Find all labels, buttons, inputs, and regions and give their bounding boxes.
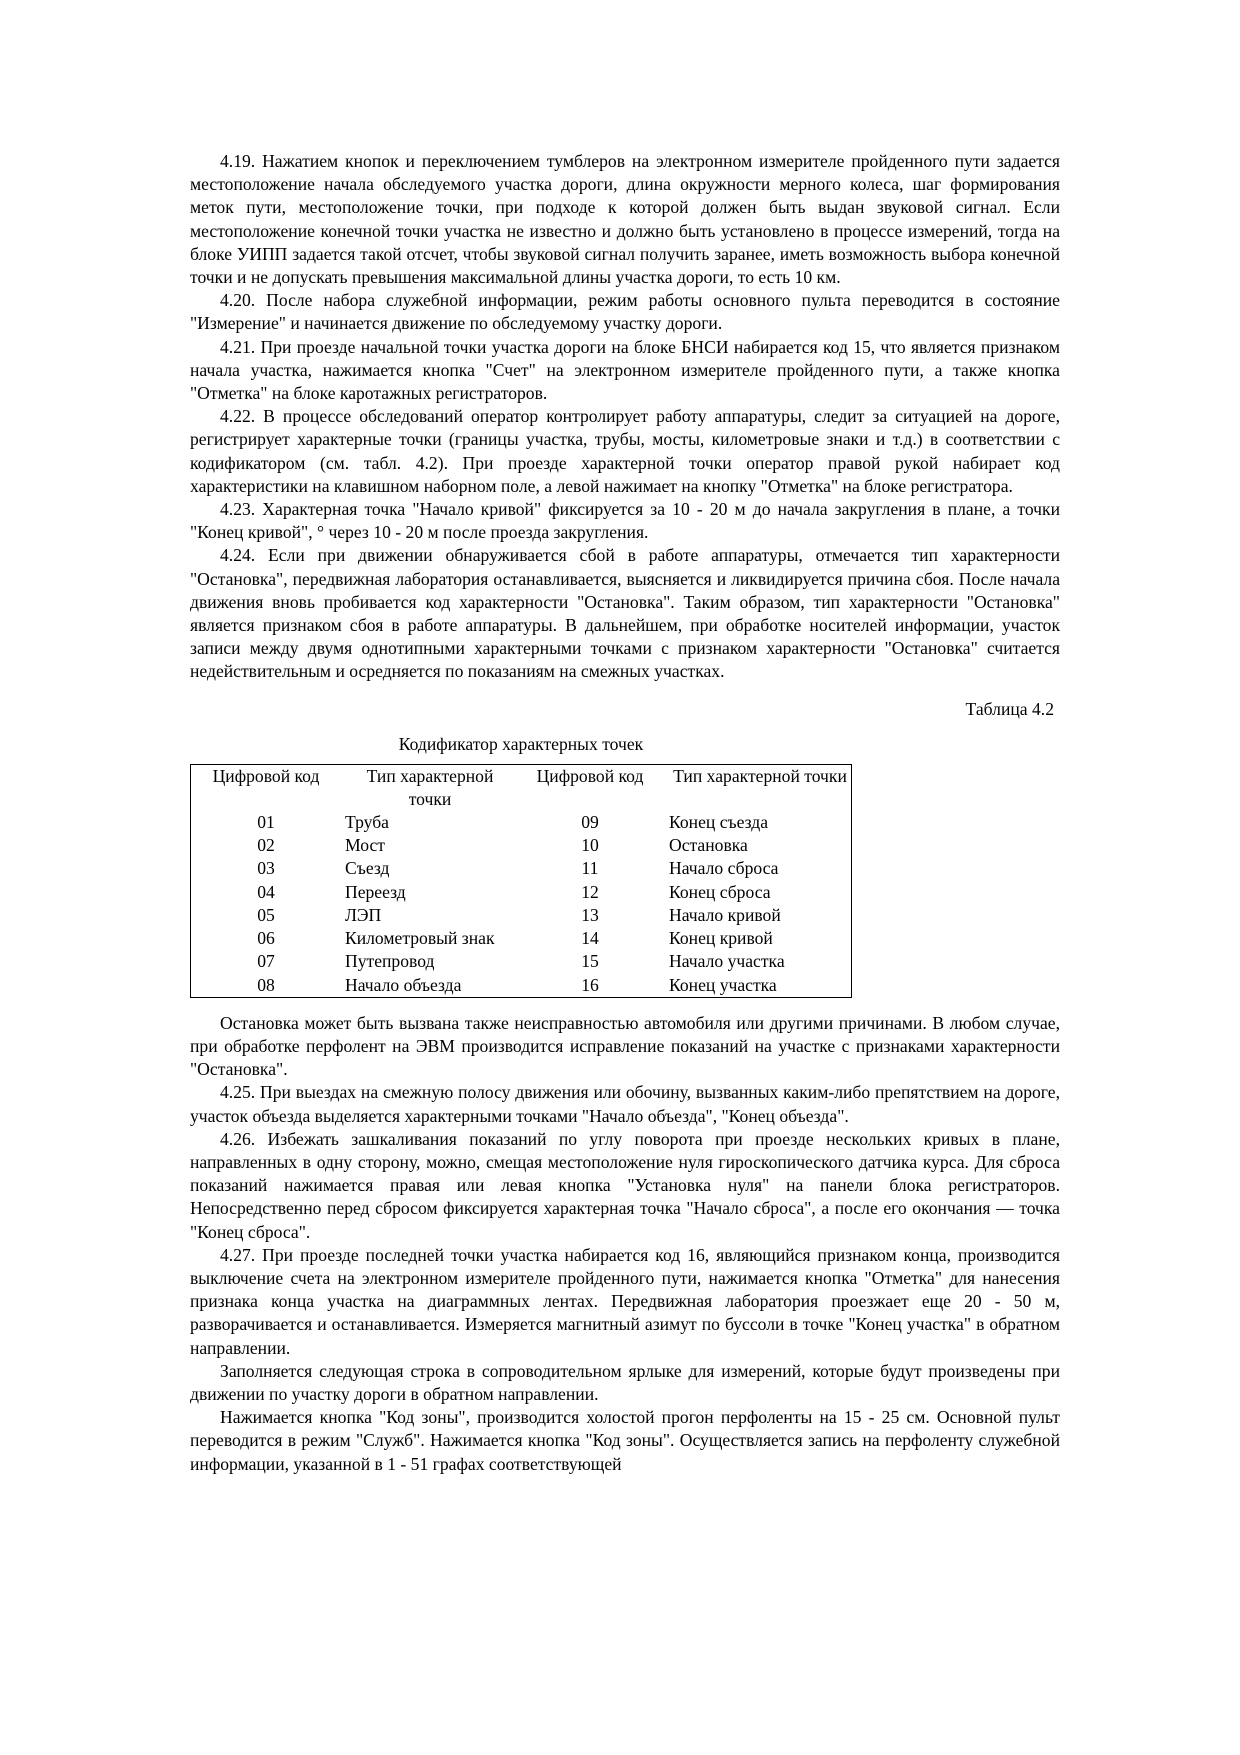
code-cell: 12 xyxy=(581,881,599,902)
paragraph-4-25: 4.25. При выездах на смежную полосу движения или обочину, вызванных каким-либо препятствием на дороге, участок объезда выделяется характерными точками "Начало объезда", "Конец объезда". xyxy=(190,1082,1060,1126)
paragraph-label-fill: Заполняется следующая строка в сопроводительном ярлыке для измерений, которые будут произведены при движении по участку дороги в обратном направлении. xyxy=(190,1360,1060,1404)
code-cell: 08 xyxy=(257,974,275,995)
type-cell: Мост xyxy=(345,835,385,856)
paragraph-stop-note: Остановка может быть вызвана также неисправностью автомобиля или другими причинами. В любом случае, при обработке перфолент на ЭВМ производится исправление показаний на участке с признаками характерности "Остановка". xyxy=(190,1012,1060,1080)
paragraphs-after xyxy=(190,1012,1060,1476)
type-cell: Начало участка xyxy=(669,951,785,972)
type-cell: Километровый знак xyxy=(345,928,495,949)
header-type-2: Тип характерной точки xyxy=(673,765,847,786)
paragraph-4-22: 4.22. В процессе обследований оператор контролирует работу аппаратуры, следит за ситуацией на дороге, регистрирует характерные точки (границы участка, трубы, мосты, километровые знаки и т.д.) в соответствии с кодификатором (см. табл. 4.2). При проезде характерной точки оператор правой рукой набирает код характеристики на клавишном наборном поле, а левой нажимает на кнопку "Отметка" на блоке регистратора. xyxy=(190,406,1060,496)
paragraph-4-24: 4.24. Если при движении обнаруживается сбой в работе аппаратуры, отмечается тип характерности "Остановка", передвижная лаборатория останавливается, выясняется и ликвидируется причина сбоя. После начала движения вновь пробивается код характерности "Остановка". Таким образом, тип характерности "Остановка" является признаком сбоя в работе аппаратуры. В дальнейшем, при обработке носителей информации, участок записи между двумя однотипными характерными точками с признаком характерности "Остановка" считается недействительным и осредняется по показаниям на смежных участках. xyxy=(190,545,1060,682)
paragraphs-before xyxy=(190,150,1060,684)
codifier-table xyxy=(190,764,852,998)
code-cell: 14 xyxy=(581,928,599,949)
type-cell: Путепровод xyxy=(345,951,435,972)
table-row xyxy=(191,881,852,904)
code-cell: 05 xyxy=(257,904,275,925)
paragraph-4-19: 4.19. Нажатием кнопок и переключением тумблеров на электронном измерителе пройденного пути задается местоположение начала обследуемого участка дороги, длина окружности мерного колеса, шаг формирования меток пути, местоположение точки, при подходе к которой должен быть выдан звуковой сигнал. Если местоположение конечной точки участка не известно и должно быть установлено в процессе измерений, тогда на блоке УИПП задается такой отсчет, чтобы звуковой сигнал получить заранее, иметь возможность выбора конечной точки и не допускать превышения максимальной длины участка дороги, то есть 10 км. xyxy=(190,151,1060,288)
code-cell: 07 xyxy=(257,951,275,972)
code-cell: 13 xyxy=(581,904,599,925)
table-row xyxy=(191,974,852,998)
type-cell: Переезд xyxy=(345,881,406,902)
type-cell: Конец участка xyxy=(669,974,777,995)
code-cell: 15 xyxy=(581,951,599,972)
table-row xyxy=(191,950,852,973)
table-row xyxy=(191,834,852,857)
header-code-2: Цифровой код xyxy=(536,765,644,786)
paragraph-4-23: 4.23. Характерная точка "Начало кривой" фиксируется за 10 - 20 м до начала закругления в плане, а точки "Конец кривой", ° через 10 - 20 м после проезда закругления. xyxy=(190,499,1060,543)
type-cell: Начало кривой xyxy=(669,904,781,925)
code-cell: 09 xyxy=(581,812,599,833)
table-header-row xyxy=(191,764,852,811)
table-number: Таблица 4.2 xyxy=(965,698,1054,719)
code-cell: 11 xyxy=(581,858,599,879)
header-type-1: Тип характерной точки xyxy=(366,765,494,809)
table-row xyxy=(191,904,852,927)
code-cell: 03 xyxy=(257,858,275,879)
type-cell: Конец кривой xyxy=(669,928,773,949)
type-cell: ЛЭП xyxy=(345,904,382,925)
type-cell: Конец съезда xyxy=(669,812,769,833)
paragraph-4-21: 4.21. При проезде начальной точки участка дороги на блоке БНСИ набирается код 15, что является признаком начала участка, нажимается кнопка "Счет" на электронном измерителе пройденного пути, а также кнопка "Отметка" на блоке каротажных регистраторов. xyxy=(190,336,1060,404)
type-cell: Конец сброса xyxy=(669,881,771,902)
type-cell: Съезд xyxy=(345,858,390,879)
code-cell: 06 xyxy=(257,928,275,949)
paragraph-4-20: 4.20. После набора служебной информации, режим работы основного пульта переводится в состояние "Измерение" и начинается движение по обследуемому участку дороги. xyxy=(190,290,1060,334)
type-cell: Остановка xyxy=(669,835,748,856)
type-cell: Начало сброса xyxy=(669,858,779,879)
type-cell: Начало объезда xyxy=(345,974,462,995)
header-code-1: Цифровой код xyxy=(212,765,320,786)
table-title: Кодификатор характерных точек xyxy=(398,733,644,754)
code-cell: 04 xyxy=(257,881,275,902)
code-cell: 02 xyxy=(257,835,275,856)
table-row xyxy=(191,857,852,880)
document-page xyxy=(190,150,1060,1476)
paragraph-4-27: 4.27. При проезде последней точки участка набирается код 16, являющийся признаком конца, производится выключение счета на электронном измерителе пройденного пути, нажимается кнопка "Отметка" для нанесения признака конца участка на диаграммных лентах. Передвижная лаборатория проезжает еще 20 - 50 м, разворачивается и останавливается. Измеряется магнитный азимут по буссоли в точке "Конец участка" в обратном направлении. xyxy=(190,1244,1060,1358)
code-cell: 10 xyxy=(581,835,599,856)
table-body xyxy=(191,811,852,997)
type-cell: Труба xyxy=(345,812,389,833)
code-cell: 01 xyxy=(257,812,275,833)
code-cell: 16 xyxy=(581,974,599,995)
table-row xyxy=(191,927,852,950)
table-row xyxy=(191,811,852,834)
paragraph-zone-code: Нажимается кнопка "Код зоны", производится холостой прогон перфоленты на 15 - 25 см. Основной пульт переводится в режим "Служб". Нажимается кнопка "Код зоны". Осуществляется запись на перфоленту служебной информации, указанной в 1 - 51 графах соответствующей xyxy=(190,1407,1060,1474)
paragraph-4-26: 4.26. Избежать зашкаливания показаний по углу поворота при проезде нескольких кривых в плане, направленных в одну сторону, можно, смещая местоположение нуля гироскопического датчика курса. Для сброса показаний нажимается правая или левая кнопка "Установка нуля" на панели блока регистраторов. Непосредственно перед сбросом фиксируется характерная точка "Начало сброса", а после его окончания — точка "Конец сброса". xyxy=(190,1128,1060,1242)
